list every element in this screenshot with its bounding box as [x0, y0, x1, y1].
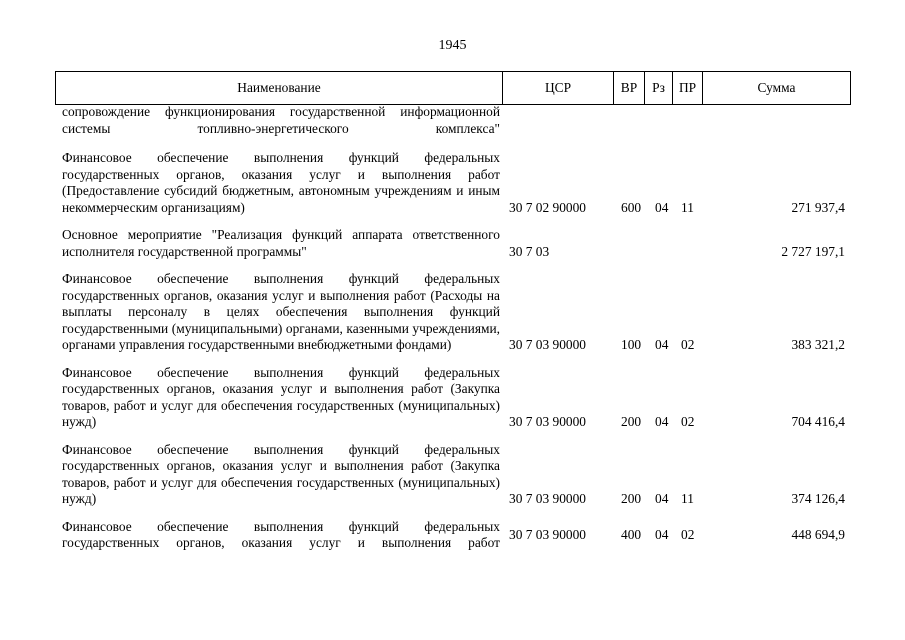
row-pr: 02	[681, 414, 695, 429]
column-header-csr: ЦСР	[503, 72, 614, 105]
table-row	[0, 227, 905, 260]
row-pr: 02	[681, 526, 695, 542]
row-vr: 400	[621, 526, 642, 542]
row-csr: 30 7 03 90000	[509, 526, 586, 542]
table-header	[55, 71, 851, 105]
row-name: Финансовое обеспечение выполнения функций федеральных государственных органов, оказания услуг и выполнения работ (Закупка товаров, работ и услуг для обеспечения государственных (муниципальных) нужд)	[62, 441, 500, 506]
row-csr: 30 7 03 90000	[509, 337, 586, 352]
row-sum: 383 321,2	[791, 337, 845, 352]
row-vr: 600	[621, 199, 642, 215]
row-csr: 30 7 03	[509, 243, 550, 259]
row-vr: 200	[621, 414, 642, 429]
row-name: Финансовое обеспечение выполнения функций федеральных государственных органов, оказания услуг и выполнения работ (Предоставление субсидий бюджетным, автономным учреждениям и иным некоммерческим организациям)	[62, 150, 500, 215]
row-sum: 704 416,4	[791, 414, 845, 429]
page-number: 1945	[438, 38, 467, 53]
row-name: Финансовое обеспечение выполнения функций федеральных государственных органов, оказания услуг и выполнения работ (Расходы на выплаты персоналу в целях обеспечения выполнения функций государственными (муниципальными) органами, казенными учреждениями, органами управления государственными внебюджетными фондами)	[62, 271, 500, 352]
table-row	[0, 271, 905, 354]
row-pr: 11	[681, 199, 694, 215]
row-rz: 04	[655, 414, 669, 429]
row-csr: 30 7 03 90000	[509, 414, 586, 429]
row-csr: 30 7 03 90000	[509, 491, 586, 506]
row-name: Основное мероприятие "Реализация функций аппарата ответственного исполнителя государственной программы"	[62, 227, 500, 259]
column-header-pr: ПР	[673, 72, 703, 105]
column-header-vr: ВР	[614, 72, 645, 105]
table-row	[0, 150, 905, 216]
row-name: Финансовое обеспечение выполнения функций федеральных государственных органов, оказания услуг и выполнения работ (Закупка товаров, работ и услуг для обеспечения государственных (муниципальных) нужд)	[62, 364, 500, 429]
row-rz: 04	[655, 491, 669, 506]
table-row	[0, 442, 905, 508]
row-sum: 374 126,4	[791, 491, 845, 506]
column-header-sum: Сумма	[703, 72, 851, 105]
row-vr: 100	[621, 337, 642, 352]
row-sum: 448 694,9	[791, 526, 845, 542]
table-body	[0, 104, 905, 552]
row-pr: 02	[681, 337, 695, 352]
row-vr: 200	[621, 491, 642, 506]
row-name: сопровождение функционирования государственной информационной системы топливно-энергетического комплекса"	[62, 104, 500, 136]
column-header-name: Наименование	[56, 72, 503, 105]
table-row	[0, 104, 905, 137]
row-name: Финансовое обеспечение выполнения функций федеральных государственных органов, оказания услуг и выполнения работ	[62, 518, 500, 550]
row-sum: 271 937,4	[791, 199, 845, 215]
table-row	[0, 365, 905, 431]
row-rz: 04	[655, 526, 669, 542]
row-sum: 2 727 197,1	[781, 243, 845, 259]
row-csr: 30 7 02 90000	[509, 199, 586, 215]
row-pr: 11	[681, 491, 694, 506]
column-header-rz: Рз	[645, 72, 673, 105]
row-rz: 04	[655, 199, 669, 215]
table-row	[0, 519, 905, 552]
row-rz: 04	[655, 337, 669, 352]
